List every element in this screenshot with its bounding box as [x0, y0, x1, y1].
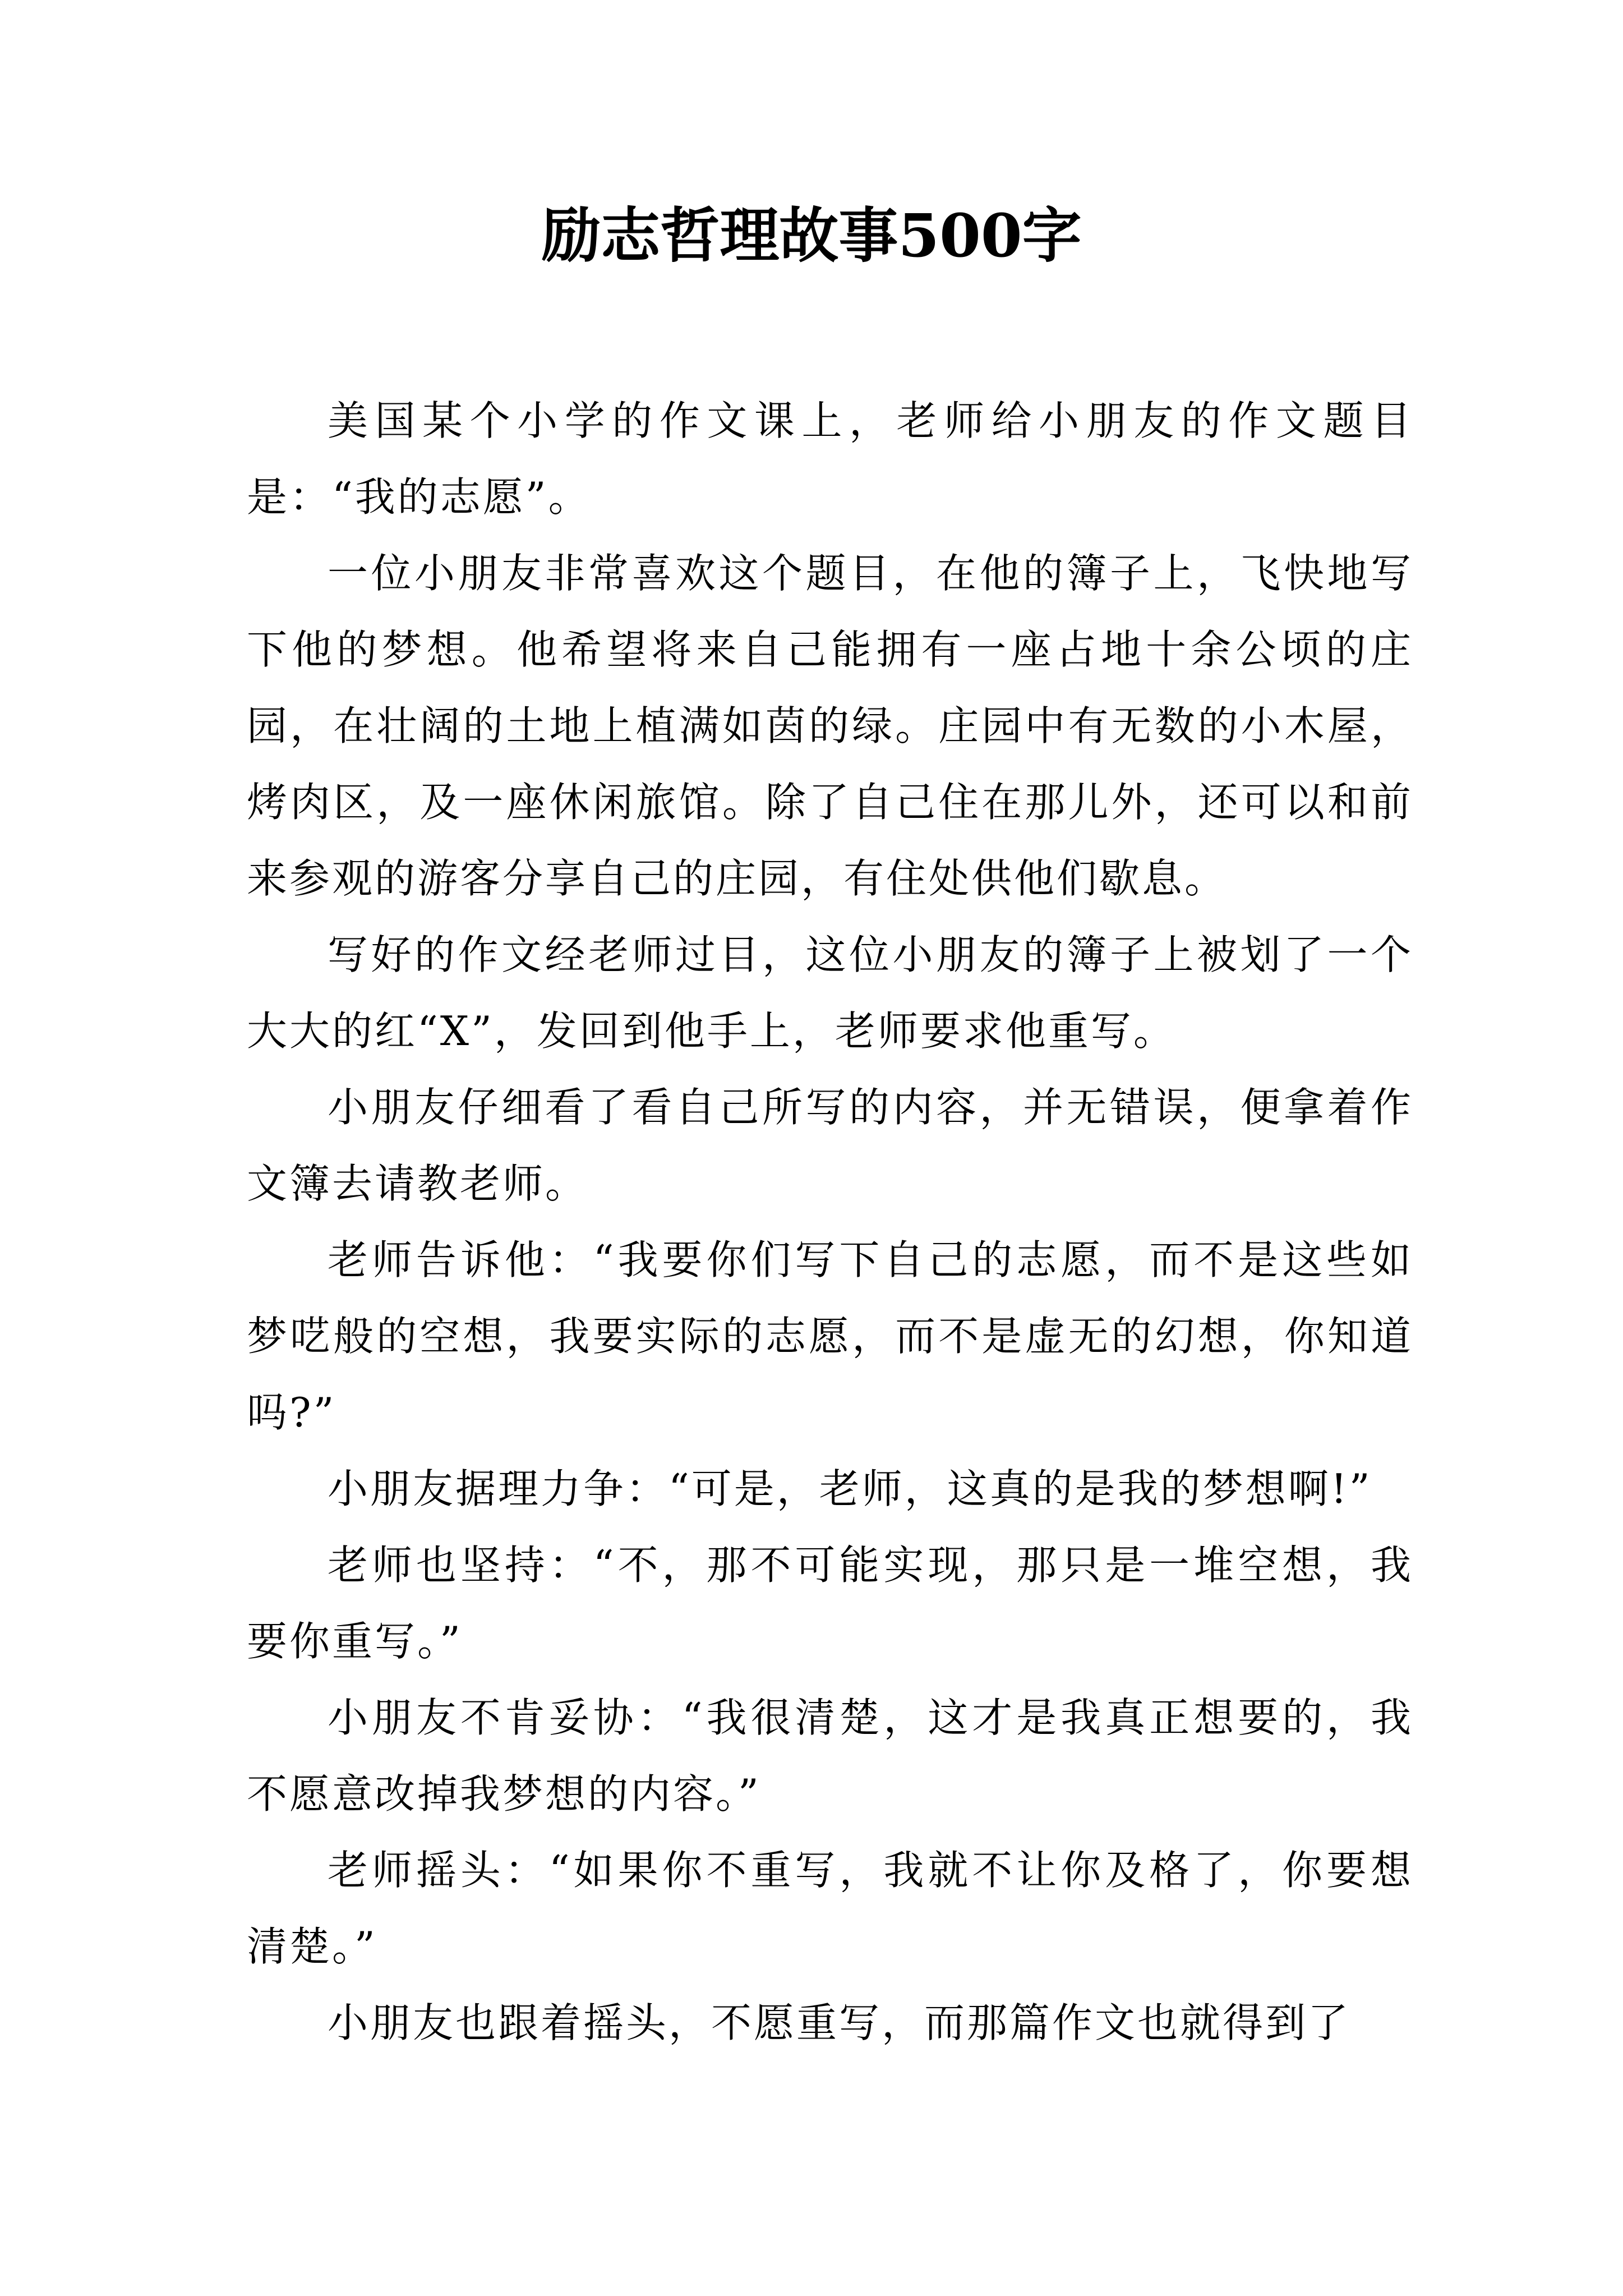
paragraph: 小朋友不肯妥协：“我很清楚，这才是我真正想要的，我不愿意改掉我梦想的内容。”: [247, 1694, 1413, 1818]
document-body: [247, 383, 1413, 2061]
document-title: 励志哲理故事500字: [541, 200, 1082, 270]
paragraph: 美国某个小学的作文课上，老师给小朋友的作文题目是：“我的志愿”。: [247, 397, 1413, 521]
paragraph: 一位小朋友非常喜欢这个题目，在他的簿子上，飞快地写下他的梦想。他希望将来自己能拥有一座占地十余公顷的庄园，在壮阔的土地上植满如茵的绿。庄园中有无数的小木屋，烤肉区，及一座休闲旅馆。除了自己住在那儿外，还可以和前来参观的游客分享自己的庄园，有住处供他们歇息。: [247, 550, 1413, 902]
paragraph: 老师告诉他：“我要你们写下自己的志愿，而不是这些如梦呓般的空想，我要实际的志愿，而不是虚无的幻想，你知道吗?”: [247, 1236, 1413, 1436]
paragraph: 写好的作文经老师过目，这位小朋友的簿子上被划了一个大大的红“X”，发回到他手上，老师要求他重写。: [247, 931, 1413, 1055]
paragraph: 小朋友仔细看了看自己所写的内容，并无错误，便拿着作文簿去请教老师。: [247, 1084, 1413, 1207]
paragraph: 小朋友也跟着摇头，不愿重写，而那篇作文也就得到了: [328, 1999, 1351, 2046]
paragraph: 小朋友据理力争：“可是，老师，这真的是我的梦想啊!”: [328, 1465, 1372, 1512]
paragraph: 老师也坚持：“不，那不可能实现，那只是一堆空想，我要你重写。”: [247, 1542, 1413, 1665]
paragraph: 老师摇头：“如果你不重写，我就不让你及格了，你要想清楚。”: [247, 1847, 1413, 1970]
